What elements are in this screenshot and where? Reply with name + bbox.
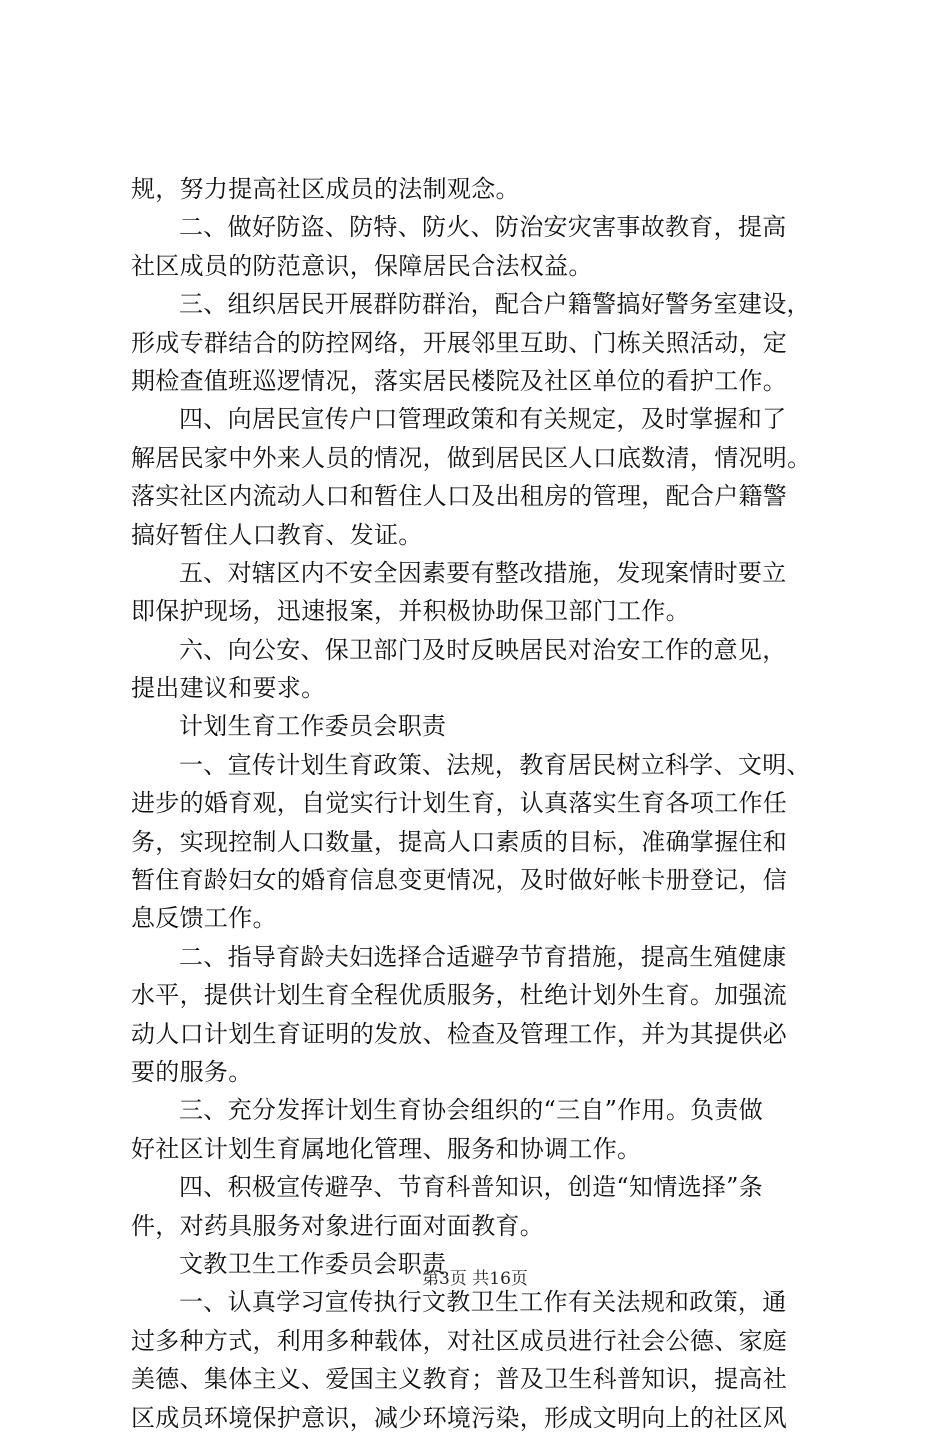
text-line: 要的服务。	[131, 1057, 253, 1086]
text-line: 一、宣传计划生育政策、法规，教育居民树立科学、文明、	[179, 750, 811, 779]
text-line: 息反馈工作。	[131, 904, 277, 933]
text-line: 形成专群结合的防控网络，开展邻里互助、门栋关照活动，定	[131, 328, 788, 357]
text-line: 三、组织居民开展群防群治，配合户籍警搞好警务室建设，	[179, 290, 811, 319]
text-line: 文教卫生工作委员会职责	[179, 1249, 447, 1278]
text-line: 进步的婚育观，自觉实行计划生育，认真落实生育各项工作任	[131, 789, 788, 818]
text-line: 过多种方式，利用多种载体，对社区成员进行社会公德、家庭	[131, 1326, 788, 1355]
text-line: 件，对药具服务对象进行面对面教育。	[131, 1211, 545, 1240]
text-line: 水平，提供计划生育全程优质服务，杜绝计划外生育。加强流	[131, 981, 788, 1010]
text-line: 即保护现场，迅速报案，并积极协助保卫部门工作。	[131, 597, 690, 626]
text-line: 四、向居民宣传户口管理政策和有关规定，及时掌握和了	[179, 405, 787, 434]
text-line: 期检查值班巡逻情况，落实居民楼院及社区单位的看护工作。	[131, 366, 788, 395]
text-line: 好社区计划生育属地化管理、服务和协调工作。	[131, 1134, 642, 1163]
text-line: 务，实现控制人口数量，提高人口素质的目标，准确掌握住和	[131, 827, 788, 856]
document-body	[131, 170, 831, 1437]
text-line: 提出建议和要求。	[131, 674, 326, 703]
text-line: 搞好暂住人口教育、发证。	[131, 520, 423, 549]
text-line: 规，努力提高社区成员的法制观念。	[131, 175, 520, 203]
text-line: 计划生育工作委员会职责	[179, 712, 447, 741]
text-line: 四、积极宣传避孕、节育科普知识，创造“知情选择”条	[179, 1173, 764, 1202]
text-line: 社区成员的防范意识，保障居民合法权益。	[131, 251, 593, 280]
text-line: 六、向公安、保卫部门及时反映居民对治安工作的意见，	[179, 635, 787, 664]
text-line: 二、做好防盗、防特、防火、防治安灾害事故教育，提高	[179, 213, 787, 242]
text-line: 一、认真学习宣传执行文教卫生工作有关法规和政策，通	[179, 1288, 787, 1317]
text-line: 暂住育龄妇女的婚育信息变更情况，及时做好帐卡册登记，信	[131, 866, 788, 895]
text-line: 动人口计划生育证明的发放、检查及管理工作，并为其提供必	[131, 1019, 788, 1048]
text-line: 三、充分发挥计划生育协会组织的“三自”作用。负责做	[179, 1096, 764, 1125]
text-line: 五、对辖区内不安全因素要有整改措施，发现案情时要立	[179, 558, 787, 587]
page-number-footer: 第3页 共16页	[422, 1269, 528, 1289]
text-line: 美德、集体主义、爱国主义教育；普及卫生科普知识，提高社	[131, 1365, 788, 1394]
text-line: 解居民家中外来人员的情况，做到居民区人口底数清，情况明。	[131, 443, 812, 472]
text-line: 区成员环境保护意识，减少环境污染，形成文明向上的社区风	[131, 1403, 788, 1432]
text-line: 落实社区内流动人口和暂住人口及出租房的管理，配合户籍警	[131, 482, 788, 511]
text-line: 二、指导育龄夫妇选择合适避孕节育措施，提高生殖健康	[179, 942, 787, 971]
